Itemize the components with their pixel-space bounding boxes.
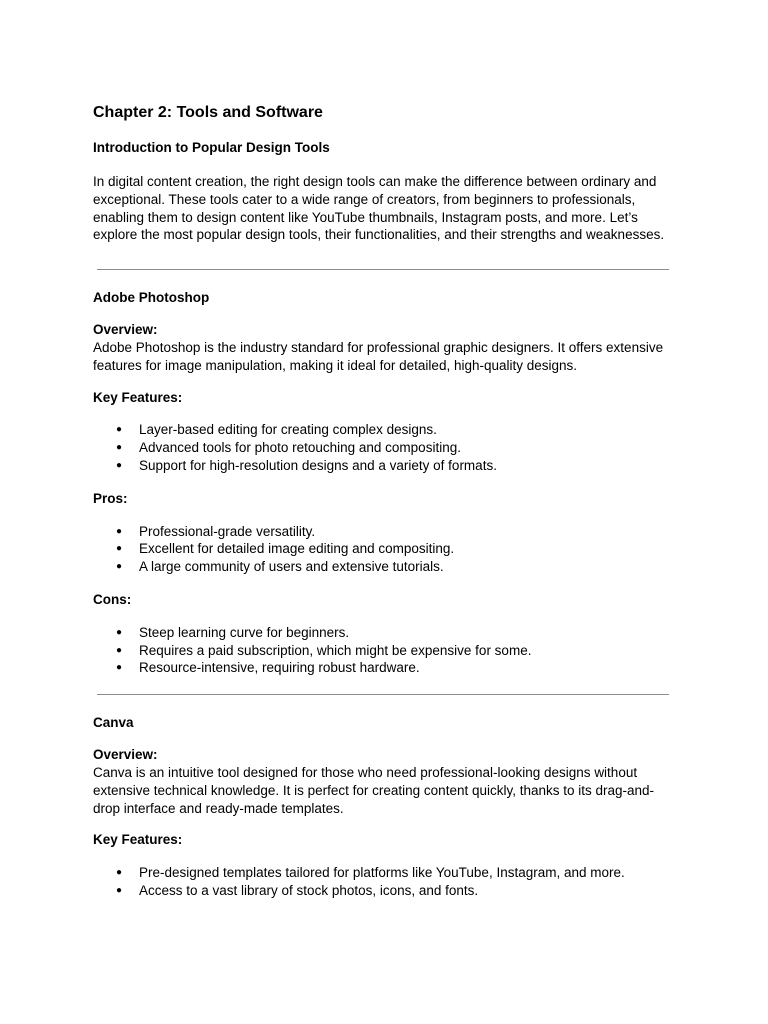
- photoshop-pros-list: [93, 523, 678, 576]
- intro-paragraph: In digital content creation, the right design tools can make the difference between ordinary and exceptional. These tools cater to a wide range of creators, from beginners to professionals, enabling them to design content like YouTube thumbnails, Instagram posts, and more. Let’s explore the most popular design tools, their functionalities, and their strengths and weaknesses.: [93, 174, 665, 243]
- photoshop-cons-label: Cons:: [93, 591, 132, 607]
- list-item: ● Requires a paid subscription, which might be expensive for some.: [93, 642, 678, 660]
- photoshop-overview-text: Adobe Photoshop is the industry standard for professional graphic designers. It offers extensive features for image manipulation, making it ideal for detailed, high-quality designs.: [93, 339, 664, 373]
- list-item: ● A large community of users and extensive tutorials.: [93, 558, 678, 576]
- canva-overview-text: Canva is an intuitive tool designed for those who need professional-looking designs without extensive technical knowledge. It is perfect for creating content quickly, thanks to its drag-and-drop interface and ready-made templates.: [93, 764, 655, 816]
- photoshop-pros-label: Pros:: [93, 490, 128, 506]
- photoshop-overview-label: Overview:: [93, 322, 158, 338]
- photoshop-cons-list: [93, 624, 678, 677]
- canva-heading: Canva: [93, 715, 134, 731]
- intro-heading: Introduction to Popular Design Tools: [93, 140, 330, 155]
- section-divider: [97, 694, 669, 695]
- canva-features-label: Key Features:: [93, 832, 183, 848]
- list-item: ● Advanced tools for photo retouching and compositing.: [93, 439, 678, 457]
- document-page: [93, 103, 678, 900]
- canva-features-list: [93, 864, 678, 900]
- list-item: ● Excellent for detailed image editing and compositing.: [93, 540, 678, 558]
- list-item: ● Pre-designed templates tailored for platforms like YouTube, Instagram, and more.: [93, 864, 678, 882]
- photoshop-features-label: Key Features:: [93, 389, 183, 405]
- list-item: ● Access to a vast library of stock photos, icons, and fonts.: [93, 882, 678, 900]
- list-item: ● Resource-intensive, requiring robust hardware.: [93, 659, 678, 677]
- list-item: ● Layer-based editing for creating complex designs.: [93, 421, 678, 439]
- section-divider: [97, 269, 669, 270]
- chapter-title: Chapter 2: Tools and Software: [93, 104, 323, 121]
- list-item: ● Steep learning curve for beginners.: [93, 624, 678, 642]
- photoshop-heading: Adobe Photoshop: [93, 290, 210, 306]
- photoshop-features-list: [93, 421, 678, 474]
- canva-overview-label: Overview:: [93, 747, 158, 763]
- list-item: ● Support for high-resolution designs and a variety of formats.: [93, 457, 678, 475]
- list-item: ● Professional-grade versatility.: [93, 523, 678, 541]
